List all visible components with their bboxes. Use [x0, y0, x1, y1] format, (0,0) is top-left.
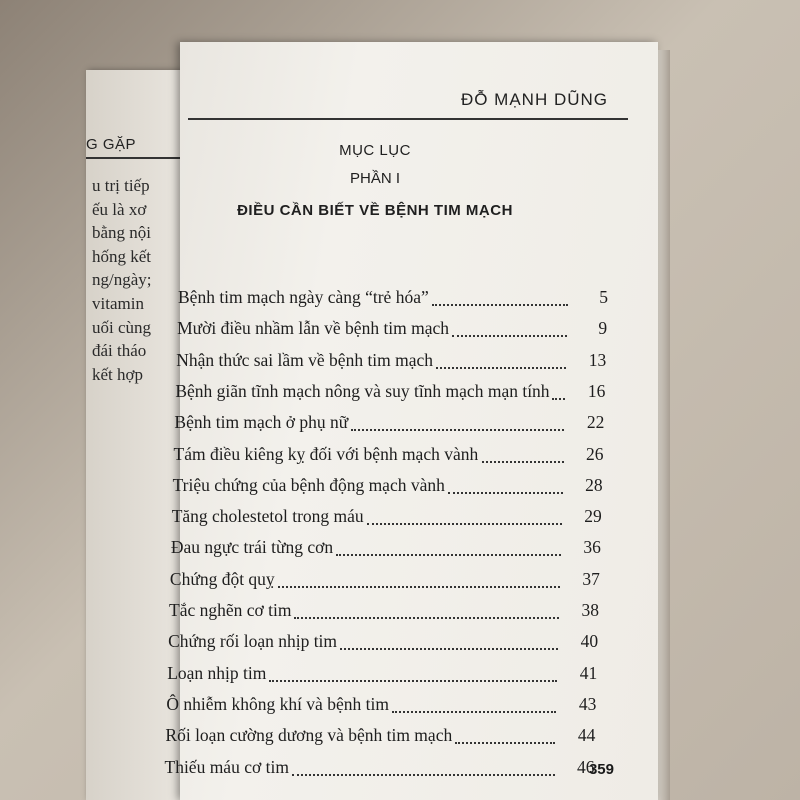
toc-entry-page: 46: [577, 756, 595, 777]
toc-entry: [168, 628, 598, 658]
toc-entry: [167, 660, 597, 690]
left-text-line: u trị tiếp: [92, 176, 150, 195]
toc-entry: [177, 315, 607, 345]
toc-entry: [172, 503, 602, 533]
toc-entry-page: 44: [577, 725, 596, 746]
toc-entry: [174, 409, 604, 439]
toc-entry-page: 9: [598, 318, 608, 339]
toc-entry-page: 41: [579, 662, 598, 683]
left-text-line: hống kết: [92, 246, 152, 266]
toc-leader-dots: [367, 523, 562, 525]
toc-entry-title: Tắc nghẽn cơ tim: [169, 600, 292, 620]
left-text-line: ng/ngày;: [92, 270, 152, 290]
toc-leader-dots: [294, 617, 559, 619]
toc-entry: [175, 378, 605, 408]
page-number: 359: [588, 761, 614, 778]
toc-heading: MỤC LỤC: [339, 142, 411, 159]
toc-entry-page: 36: [583, 537, 601, 558]
toc-entry-title: Chứng đột quỵ: [169, 568, 275, 589]
toc-entry-title: Chứng rối loạn nhịp tim: [168, 631, 338, 652]
toc-entry-title: Ô nhiễm không khí và bệnh tim: [166, 693, 389, 714]
toc-entry: [178, 284, 608, 314]
toc-entry-page: 37: [582, 568, 600, 589]
toc-entry: [165, 722, 595, 752]
left-text-line: uối cùng: [92, 317, 152, 337]
part-title: ĐIỀU CẦN BIẾT VỀ BỆNH TIM MẠCH: [237, 202, 513, 219]
toc-entry: [174, 441, 604, 471]
toc-leader-dots: [448, 492, 563, 494]
toc-entry-title: Bệnh tim mạch ở phụ nữ: [174, 412, 349, 433]
toc-leader-dots: [482, 461, 564, 463]
toc-entry-title: Thiếu máu cơ tim: [164, 756, 289, 777]
toc-entry-page: 16: [587, 380, 606, 401]
toc-entry-page: 13: [588, 349, 607, 370]
toc-leader-dots: [455, 742, 555, 744]
toc-entry-title: Triệu chứng của bệnh động mạch vành: [172, 474, 445, 495]
toc-leader-dots: [351, 429, 564, 431]
toc-entry: [176, 347, 606, 377]
toc-entry: [169, 597, 599, 627]
toc-entry-title: Bệnh tim mạch ngày càng “trẻ hóa”: [178, 287, 429, 307]
toc-entry-title: Loạn nhịp tim: [167, 662, 267, 683]
toc-leader-dots: [392, 711, 556, 713]
toc-entry-page: 5: [599, 287, 608, 307]
toc-leader-dots: [340, 648, 558, 650]
left-text-fragments: [92, 174, 152, 386]
toc-entry-title: Đau ngực trái từng cơn: [170, 537, 334, 558]
left-text-line: bằng nội: [92, 223, 152, 243]
toc-entry-page: 40: [580, 631, 599, 652]
left-text-line: kết hợp: [92, 364, 144, 384]
toc-entry: [170, 566, 600, 596]
toc-leader-dots: [436, 367, 566, 369]
toc-entry-page: 38: [581, 600, 599, 620]
toc-entry-title: Tám điều kiêng kỵ đối với bệnh mạch vành: [173, 443, 479, 464]
toc-entry: [166, 691, 596, 721]
part-label: PHẦN I: [349, 170, 400, 187]
toc-entry-title: Bệnh giãn tĩnh mạch nông và suy tĩnh mạch mạn tính: [175, 380, 550, 401]
left-text-line: đái tháo: [92, 341, 147, 361]
toc-entry: [171, 534, 601, 564]
toc-leader-dots: [336, 554, 561, 556]
header-rule: [188, 118, 628, 120]
toc-leader-dots: [552, 398, 565, 400]
toc-entry-title: Nhận thức sai lầm về bệnh tim mạch: [176, 349, 434, 370]
page-stack-edge: [656, 50, 670, 800]
left-text-line: ếu là xơ: [92, 199, 147, 219]
left-text-line: vitamin: [92, 293, 144, 313]
toc-entry-page: 28: [585, 474, 603, 495]
toc-leader-dots: [278, 586, 560, 588]
toc-leader-dots: [452, 335, 567, 337]
toc-entry-title: Mười điều nhầm lẫn về bệnh tim mạch: [177, 318, 450, 339]
toc-entry-page: 43: [578, 693, 597, 714]
running-head: ĐỖ MẠNH DŨNG: [460, 90, 608, 109]
toc-leader-dots: [269, 680, 557, 682]
toc-entry-page: 22: [586, 412, 605, 433]
toc-entry-page: 29: [584, 506, 602, 527]
toc-entry: [165, 754, 595, 784]
toc-entry: [173, 472, 603, 502]
toc-entry-title: Rối loạn cường dương và bệnh tim mạch: [165, 725, 453, 746]
toc-leader-dots: [432, 304, 568, 306]
toc-leader-dots: [292, 774, 555, 776]
toc-entry-title: Tăng cholestetol trong máu: [171, 506, 364, 527]
right-page: [164, 42, 658, 800]
left-running-head: G GẶP: [86, 136, 137, 153]
toc-entry-page: 26: [586, 443, 604, 464]
